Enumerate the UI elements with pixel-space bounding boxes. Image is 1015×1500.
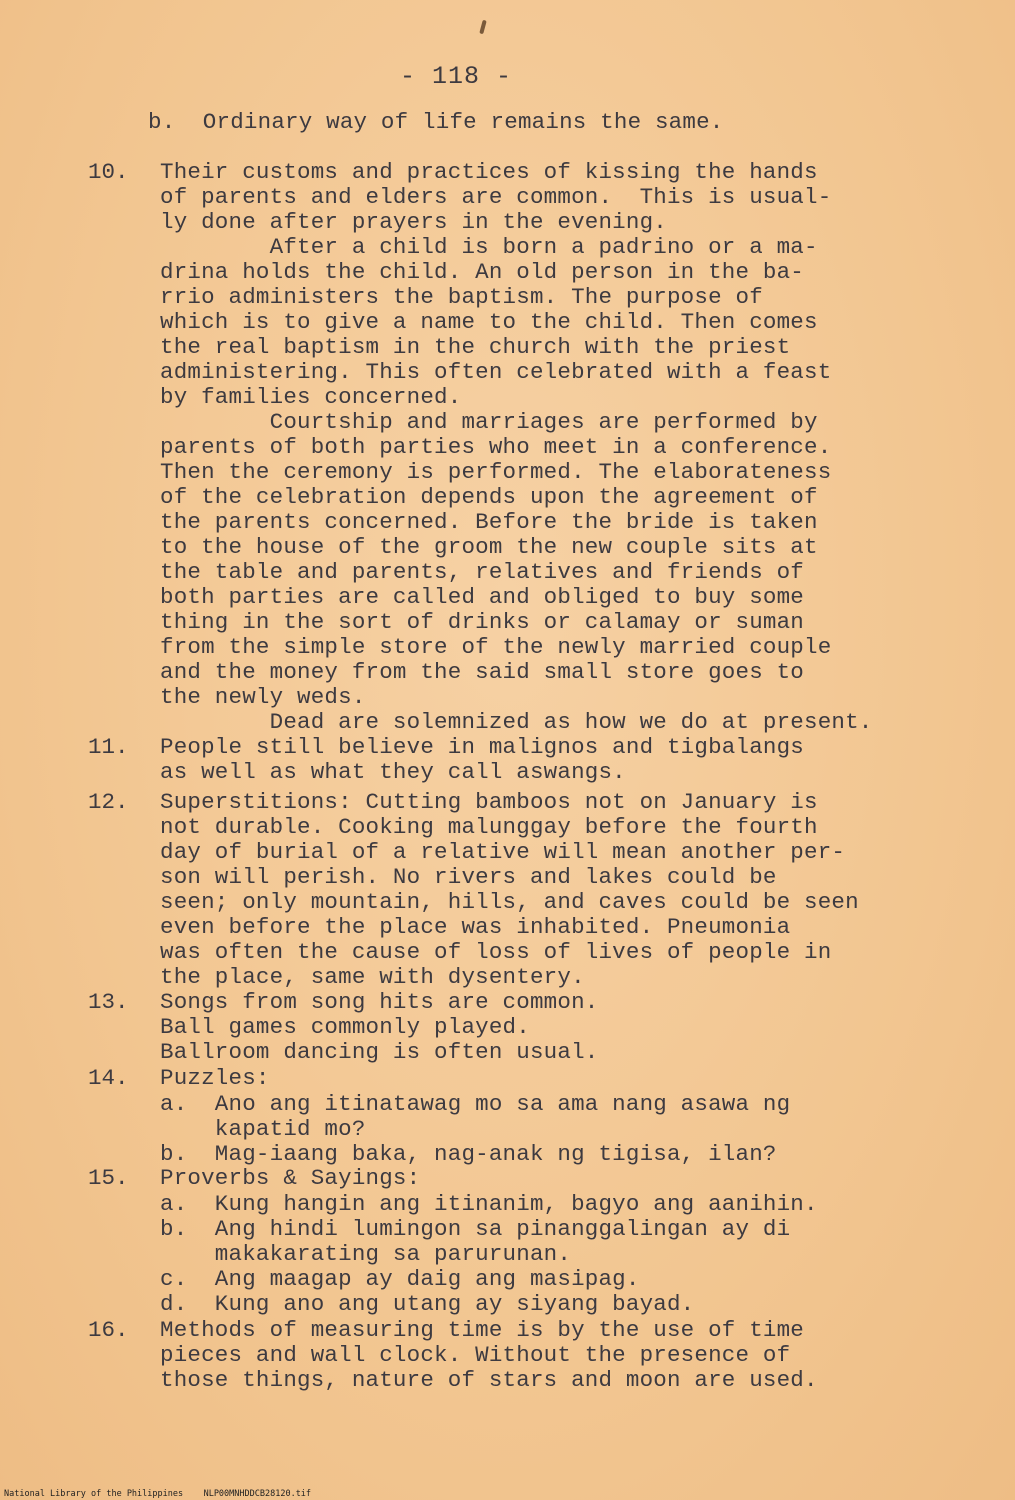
item-number-11: 11. (88, 734, 129, 760)
text-line: parents of both parties who meet in a conference. (160, 434, 832, 460)
text-line: seen; only mountain, hills, and caves could be seen (160, 889, 859, 915)
text-line: by families concerned. (160, 384, 462, 410)
text-line: Superstitions: Cutting bamboos not on January is (160, 789, 818, 815)
text-line: Courtship and marriages are performed by (160, 409, 818, 435)
text-line: the real baptism in the church with the priest (160, 334, 791, 360)
text-line: and the money from the said small store goes to (160, 659, 805, 685)
text-line: makakarating sa parurunan. (160, 1241, 572, 1267)
text-line: administering. This often celebrated with a feast (160, 359, 832, 385)
text-line: d. Kung ano ang utang ay siyang bayad. (160, 1291, 695, 1317)
text-line: was often the cause of loss of lives of people in (160, 939, 832, 965)
item-number-10: 10. (88, 159, 129, 185)
text-line: those things, nature of stars and moon are used. (160, 1367, 818, 1393)
text-line: a. Kung hangin ang itinanim, bagyo ang aanihin. (160, 1191, 818, 1217)
item-number-16: 16. (88, 1317, 129, 1343)
text-line: thing in the sort of drinks or calamay or suman (160, 609, 805, 635)
text-line: Songs from song hits are common. (160, 989, 599, 1015)
item-b-ordinary: b. Ordinary way of life remains the same. (148, 109, 724, 135)
text-line: a. Ano ang itinatawag mo sa ama nang asawa ng (160, 1091, 791, 1117)
item-number-15: 15. (88, 1165, 129, 1191)
text-line: even before the place was inhabited. Pneumonia (160, 914, 791, 940)
text-line: not durable. Cooking malunggay before the fourth (160, 814, 818, 840)
text-line: the place, same with dysentery. (160, 964, 585, 990)
text-line: ly done after prayers in the evening. (160, 209, 667, 235)
ink-mark (479, 20, 486, 35)
text-line: b. Ang hindi lumingon sa pinanggalingan ay di (160, 1216, 791, 1242)
text-line: the newly weds. (160, 684, 366, 710)
text-line: pieces and wall clock. Without the presence of (160, 1342, 791, 1368)
text-line: drina holds the child. An old person in the ba- (160, 259, 805, 285)
text-line: the table and parents, relatives and friends of (160, 559, 805, 585)
text-line: as well as what they call aswangs. (160, 759, 626, 785)
item-number-13: 13. (88, 989, 129, 1015)
text-line: from the simple store of the newly married couple (160, 634, 832, 660)
page-number: - 118 - (400, 62, 513, 91)
text-line: which is to give a name to the child. Then comes (160, 309, 818, 335)
text-line: day of burial of a relative will mean another per- (160, 839, 846, 865)
text-line: Methods of measuring time is by the use of time (160, 1317, 805, 1343)
text-line: c. Ang maagap ay daig ang masipag. (160, 1266, 640, 1292)
text-line: Their customs and practices of kissing the hands (160, 159, 818, 185)
text-line: b. Mag-iaang baka, nag-anak ng tigisa, ilan? (160, 1141, 777, 1167)
text-line: Puzzles: (160, 1065, 270, 1091)
text-line: Ball games commonly played. (160, 1014, 530, 1040)
text-line: both parties are called and obliged to buy some (160, 584, 805, 610)
text-line: Then the ceremony is performed. The elaborateness (160, 459, 832, 485)
item-number-12: 12. (88, 789, 129, 815)
text-line: the parents concerned. Before the bride is taken (160, 509, 818, 535)
text-line: kapatid mo? (160, 1116, 366, 1142)
footer-caption: National Library of the Philippines NLP00MNHDDCB28120.tif (4, 1489, 312, 1499)
text-line: After a child is born a padrino or a ma- (160, 234, 818, 260)
text-line: to the house of the groom the new couple sits at (160, 534, 818, 560)
text-line: Dead are solemnized as how we do at present. (160, 709, 873, 735)
text-line: rrio administers the baptism. The purpose of (160, 284, 763, 310)
text-line: of parents and elders are common. This is usual- (160, 184, 832, 210)
text-line: of the celebration depends upon the agreement of (160, 484, 818, 510)
text-line: Proverbs & Sayings: (160, 1165, 421, 1191)
text-line: People still believe in malignos and tigbalangs (160, 734, 805, 760)
item-number-14: 14. (88, 1065, 129, 1091)
text-line: Ballroom dancing is often usual. (160, 1039, 599, 1065)
text-line: son will perish. No rivers and lakes could be (160, 864, 777, 890)
